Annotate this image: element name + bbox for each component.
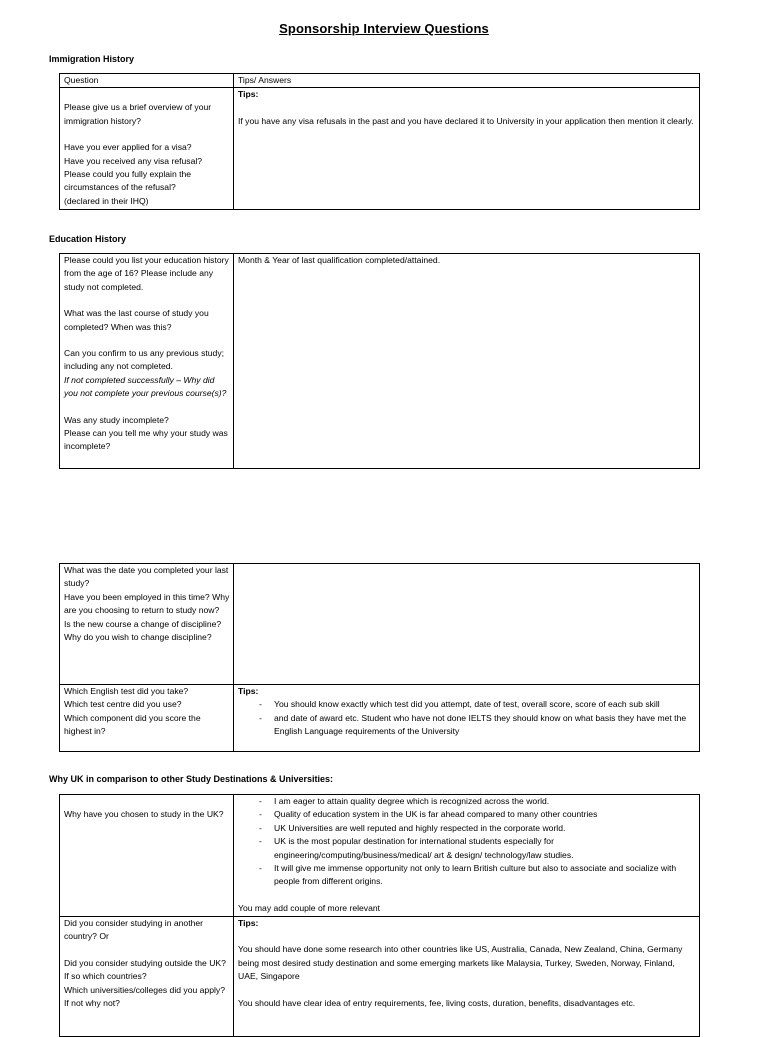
document-title: Sponsorship Interview Questions xyxy=(279,21,489,36)
why-uk-heading: Why UK in comparison to other Study Destinations & Universities: xyxy=(49,774,334,784)
table-row xyxy=(60,917,700,1037)
question-cell xyxy=(60,254,234,469)
list-item: - Quality of education system in the UK is far ahead compared to many other countries xyxy=(259,808,696,821)
reasons-list xyxy=(238,795,696,889)
list-item: - You should know exactly which test did you attempt, date of test, overall score, score of each sub skill xyxy=(259,698,696,711)
answer-text: You should have clear idea of entry requirements, fee, living costs, duration, benefits, disadvantages etc. xyxy=(238,997,636,1008)
continued-table xyxy=(59,563,700,752)
question-cell xyxy=(60,795,234,917)
answer-cell xyxy=(234,795,700,917)
table-header-row xyxy=(60,74,700,88)
question-cell xyxy=(60,917,234,1037)
question-text: What was the date you completed your last study? Have you been employed in this time? Why are you choosing to return to study now? Is the new course a change of discipline? Why do you wish to change discipline? xyxy=(64,565,230,643)
question-cell xyxy=(60,88,234,210)
education-table xyxy=(59,253,700,469)
table-row xyxy=(60,254,700,469)
question-text: Please give us a brief overview of your immigration history? xyxy=(64,102,212,126)
education-heading: Education History xyxy=(49,234,127,244)
answer-cell xyxy=(234,685,700,752)
why-uk-table xyxy=(59,794,700,1037)
question-text: Did you consider studying outside the UK? If so which countries? Which universities/colleges did you apply? If not why not? xyxy=(64,957,226,1009)
question-text-italic: If not completed successfully – Why did you not complete your previous course(s)? xyxy=(64,374,227,399)
tips-label: Tips: xyxy=(238,686,259,696)
immigration-table xyxy=(59,73,700,210)
answer-text: You should have done some research into other countries like US, Australia, Canada, New Zealand, China, Germany being most desired study destination and some emerging markets like Malaysia, Turkey, Sweden, Norway, Finland, UAE, Singapore xyxy=(238,944,683,982)
tip-text: If you have any visa refusals in the past and you have declared it to University in your application then mention it clearly. xyxy=(238,115,694,126)
question-header: Question xyxy=(60,74,234,88)
list-item: - UK is the most popular destination for international students especially for engineering/computing/business/medical/ art & design/ technology/law studies. xyxy=(259,835,696,862)
answer-text: Month & Year of last qualification completed/attained. xyxy=(238,255,441,265)
list-item: - I am eager to attain quality degree which is recognized across the world. xyxy=(259,795,696,808)
question-text: Have you ever applied for a visa? Have you received any visa refusal? Please could you fully explain the circumstances of the refusal? (declared in their IHQ) xyxy=(64,142,203,206)
question-text: Can you confirm to us any previous study; including any not completed. xyxy=(64,348,225,372)
list-item: - and date of award etc. Student who have not done IELTS they should know on what basis they have met the English Language requirements of the University xyxy=(259,712,696,739)
table-row xyxy=(60,685,700,752)
question-text: Please could you list your education history from the age of 16? Please include any study not completed. xyxy=(64,255,229,292)
question-text: Why have you chosen to study in the UK? xyxy=(64,809,224,819)
immigration-heading: Immigration History xyxy=(49,54,135,64)
answer-cell xyxy=(234,917,700,1037)
question-text: What was the last course of study you completed? When was this? xyxy=(64,308,209,332)
list-item: - UK Universities are well reputed and highly respected in the corporate world. xyxy=(259,822,696,835)
question-text: Did you consider studying in another country? Or xyxy=(64,918,204,942)
tips-list xyxy=(238,698,696,738)
question-cell xyxy=(60,685,234,752)
table-row xyxy=(60,88,700,210)
question-text: Which English test did you take? Which test centre did you use? Which component did you score the highest in? xyxy=(64,686,201,737)
question-text: Was any study incomplete? Please can you tell me why your study was incomplete? xyxy=(64,414,228,452)
answer-cell xyxy=(234,564,700,685)
answer-cell xyxy=(234,88,700,210)
table-row xyxy=(60,795,700,917)
question-cell xyxy=(60,564,234,685)
list-item: - It will give me immense opportunity not only to learn British culture but also to associate and socialize with people from different origins. xyxy=(259,862,696,889)
answer-text: You may add couple of more relevant xyxy=(238,902,381,913)
answer-cell xyxy=(234,254,700,469)
tips-header: Tips/ Answers xyxy=(234,74,700,88)
tips-label: Tips: xyxy=(238,89,259,100)
table-row xyxy=(60,564,700,685)
tips-label: Tips: xyxy=(238,918,259,928)
